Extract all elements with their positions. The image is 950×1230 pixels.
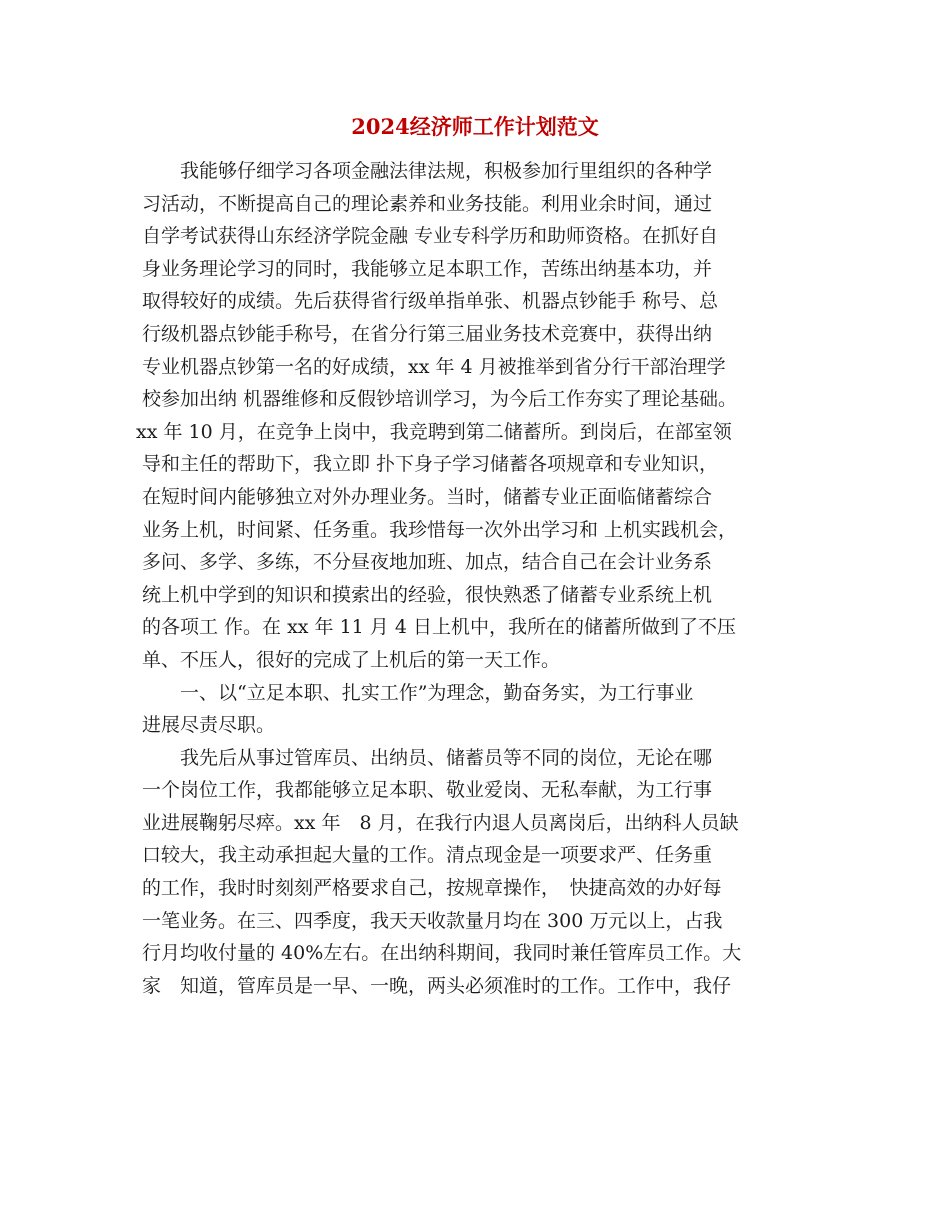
text-line: 一、以“立足本职、扎实工作”为理念，勤奋务实，为工行事业 [180,681,694,704]
text-line: 多问、多学、多练，不分昼夜地加班、加点，结合自己在会计业务系 [142,551,713,574]
text-line: 单、不压人，很好的完成了上机后的第一天工作。 [142,648,561,671]
text-line: 取得较好的成绩。先后获得省行级单指单张、机器点钞能手 称号、总 [142,290,719,313]
text-line: 统上机中学到的知识和摸索出的经验，很快熟悉了储蓄专业系统上机 [142,583,713,606]
text-line: xx 年 10 月，在竞争上岗中，我竞聘到第二储蓄所。到岗后，在部室领 [136,420,732,443]
text-line: 在短时间内能够独立对外办理业务。当时，储蓄专业正面临储蓄综合 [142,485,713,508]
text-line: 自学考试获得山东经济学院金融 专业专科学历和助师资格。在抓好自 [142,225,719,248]
text-line: 的各项工 作。在 xx 年 11 月 4 日上机中，我所在的储蓄所做到了不压 [142,616,736,639]
text-line: 习活动，不断提高自己的理论素养和业务技能。利用业余时间，通过 [142,192,713,215]
text-line: 口较大，我主动承担起大量的工作。清点现金是一项要求严、任务重 [142,844,713,867]
text-line: 业务上机，时间紧、任务重。我珍惜每一次外出学习和 上机实践机会， [142,518,738,541]
document-body [136,155,822,1002]
text-line: 行月均收付量的 40%左右。在出纳科期间，我同时兼任管库员工作。大 [142,942,742,965]
text-line: 身业务理论学习的同时，我能够立足本职工作，苦练出纳基本功，并 [142,257,713,280]
text-line: 一笔业务。在三、四季度，我天天收款量月均在 300 万元以上，占我 [142,909,723,932]
text-line: 我能够仔细学习各项金融法律法规，积极参加行里组织的各种学 [180,160,713,182]
text-line: 业进展鞠躬尽瘁。xx 年 8 月，在我行内退人员离岗后，出纳科人员缺 [142,811,739,834]
text-line: 专业机器点钞第一名的好成绩，xx 年 4 月被推举到省分行干部治理学 [142,355,726,378]
text-line: 家 知道，管库员是一早、一晚，两头必须准时的工作。工作中，我仔 [142,974,732,997]
text-line: 进展尽责尽职。 [142,714,276,737]
text-line: 的工作，我时时刻刻严格要求自己，按规章操作， 快捷高效的办好每 [142,877,722,900]
text-line: 导和主任的帮助下，我立即 扑下身子学习储蓄各项规章和专业知识， [142,453,719,476]
text-line: 行级机器点钞能手称号，在省分行第三届业务技术竞赛中，获得出纳 [142,322,713,345]
text-line: 校参加出纳 机器维修和反假钞培训学习，为今后工作夯实了理论基础。 [142,388,738,411]
text-line: 一个岗位工作，我都能够立足本职、敬业爱岗、无私奉献，为工行事 [142,779,713,802]
document-title: 2024经济师工作计划范文 [351,114,599,139]
text-line: 我先后从事过管库员、出纳员、储蓄员等不同的岗位，无论在哪 [180,746,713,769]
